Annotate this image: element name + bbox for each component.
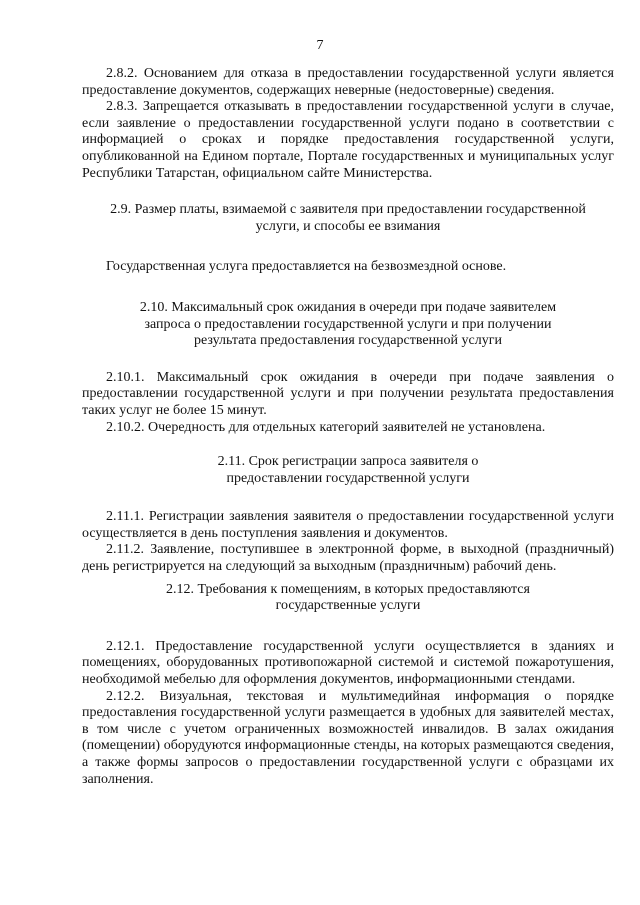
section-heading-2-11 <box>82 454 614 487</box>
paragraph-2-10-1: 2.10.1. Максимальный срок ожидания в очереди при подаче заявления о предоставлении государственной услуги и при получении результата предоставления таких услуг не более 15 минут. <box>82 369 614 418</box>
section-heading-2-10 <box>82 300 614 350</box>
paragraph-2-12-1: 2.12.1. Предоставление государственной услуги осуществляется в зданиях и помещениях, оборудованных противопожарной системой и системой пожаротушения, необходимой мебелью для оформления документов, информационными стендами. <box>82 638 614 688</box>
heading-line: предоставлении государственной услуги <box>226 470 470 486</box>
paragraph-2-11-1: 2.11.1. Регистрации заявления заявителя о предоставлении государственной услуги осуществляется в день поступления заявления и документов. <box>82 509 614 541</box>
heading-line: 2.11. Срок регистрации запроса заявителя о <box>217 454 479 470</box>
heading-line: 2.9. Размер платы, взимаемой с заявителя при предоставлении государственной <box>110 202 586 218</box>
paragraph-2-10-2: 2.10.2. Очередность для отдельных категорий заявителей не установлена. <box>106 419 546 435</box>
heading-line: государственные услуги <box>275 598 421 614</box>
paragraph-2-9-text: Государственная услуга предоставляется на безвозмездной основе. <box>106 259 507 275</box>
paragraph-2-11-2: 2.11.2. Заявление, поступившее в электронной форме, в выходной (праздничный) день регистрируется на следующий за выходным (праздничным) рабочий день. <box>82 542 614 575</box>
heading-line: запроса о предоставлении государственной услуги и при получении <box>144 316 552 332</box>
heading-line: услуги, и способы ее взимания <box>255 218 441 234</box>
document-body <box>82 66 614 788</box>
paragraph-2-12-2: 2.12.2. Визуальная, текстовая и мультимедийная информация о порядке предоставления государственной услуги размещается в удобных для заявителей местах, в том числе с учетом ограниченных возможностей инвалидов. В залах ожидания (помещении) оборудуются информационные стенды, на которых размещаются сведения, а также формы запросов о предоставлении государственной услуги с образцами их заполнения. <box>82 688 614 787</box>
heading-line: 2.12. Требования к помещениям, в которых предоставляются <box>166 581 530 597</box>
paragraph-2-8-2: 2.8.2. Основанием для отказа в предоставлении государственной услуги является предоставление документов, содержащих неверные (недостоверные) сведения. <box>82 66 614 98</box>
heading-line: результата предоставления государственной услуги <box>194 333 502 349</box>
paragraph-2-8-3: 2.8.3. Запрещается отказывать в предоставлении государственной услуги в случае, если заявление о предоставлении государственной услуги подано в соответствии с информацией о сроках и порядке предоставления государственной услуги, опубликованной на Едином портале, Портале государственных и муниципальных услуг Республики Татарстан, официальном сайте Министерства. <box>82 99 614 181</box>
section-heading-2-9 <box>82 202 614 235</box>
section-heading-2-12 <box>82 582 614 615</box>
heading-line: 2.10. Максимальный срок ожидания в очереди при подаче заявителем <box>139 299 557 315</box>
page-number: 7 <box>316 38 324 53</box>
